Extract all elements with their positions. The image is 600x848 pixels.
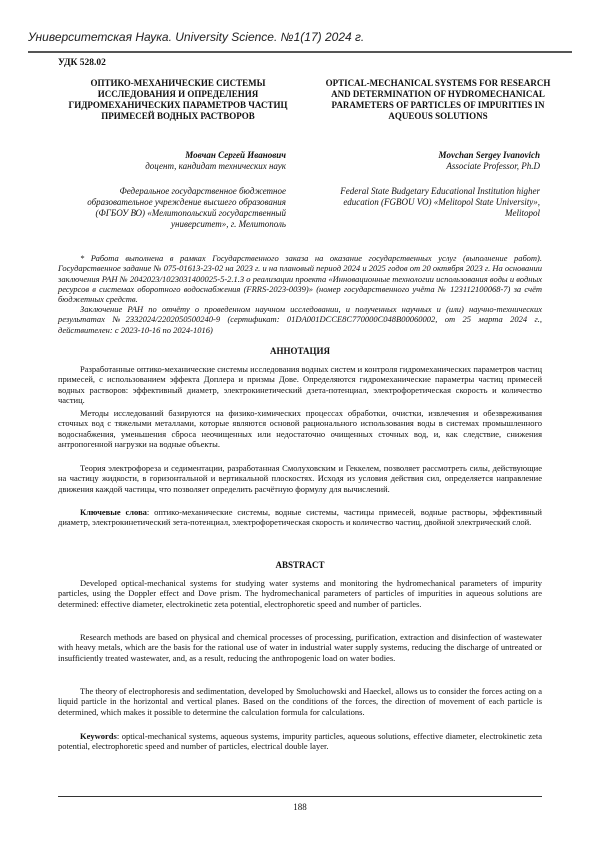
footer-divider [58,796,542,797]
annotation-paragraph: Теория электрофореза и седиментации, разработанная Смолуховским и Геккелем, позволяет рассмотреть силы, действующие на частицу жидкости, в горизонтальной и вертикальной плоскостях. Исходя из условия действия сил, определяется направление движения каждой частицы, что позволяет определить расчётную формулу для вычислений. [58,463,542,494]
annotation-paragraph: Разработанные оптико-механические системы исследования водных систем и контроля гидромеханических параметров частиц примесей, с использованием эффекта Доплера и призмы Дове. Определяются гидромеханические параметры частиц примесей водных растворов: эффективный диаметр, электрокинетический дзета-потенциал, электрофоретическая скорость и количество частиц. [58,364,542,405]
ras-conclusion-note: Заключение РАН по отчёту о проведенном научном исследовании, и полученных научных и (или) научно-технических результатах №2332024/2202050500240-9 (сертификат: 01DA001DCCE8C770000C048B00060002, от 25 марта 2024 г., действителен: с 2023-10-16 по 2024-1016) [58,304,542,335]
keywords-label: Keywords [80,731,117,741]
author-name-english: Movchan Sergey Ivanovich [438,150,540,160]
annotation-paragraph: Методы исследований базируются на физико-химических процессах обработки, очистки, извлечения и обезвреживания сточных вод с тяжелыми металлами, которые являются основой рационального использования воды в системах промышленного водоснабжения, уменьшения сброса неочищенных или недостаточно очищенных сточных вод, и, как следствие, снижения антропогенной нагрузки на водные объекты. [58,408,542,449]
keywords-text: : оптико-механические системы, водные системы, частицы примесей, водные растворы, эффективный диаметр, электрокинетический зета-потенциал, электрофоретическая скорость и количество частиц, двойной электрический слой. [58,507,542,528]
keywords-text: : optical-mechanical systems, aqueous systems, impurity particles, aqueous solutions, effective diameter, electrokinetic zeta potential, electrophoretic speed and number of particles, electrical double layer. [58,731,542,752]
abstract-paragraph: Developed optical-mechanical systems for studying water systems and monitoring the hydromechanical parameters of impurity particles, using the Doppler effect and Dove prism. The hydromechanical parameters of particles of impurities in aqueous solutions are determined: effective diameter, electrokinetic zeta potential, electrophoretic speed and number of particles. [58,578,542,609]
abstract-heading: ABSTRACT [275,560,325,570]
abstract-paragraph: Research methods are based on physical and chemical processes of processing, purification, extraction and disinfection of wastewater with heavy metals, which are the basis for the rational use of water in industrial water supply systems, reducing the discharge of untreated or insufficiently treated wastewater, and, as a result, reducing the anthropogenic load on water bodies. [58,632,542,663]
page-number: 188 [293,802,307,812]
abstract-paragraph: The theory of electrophoresis and sedimentation, developed by Smoluchowski and Haeckel, allows us to consider the forces acting on a liquid particle in the horizontal and vertical planes. Based on the conditions of the forces, the direction of movement of each particle is determined, which makes it possible to determine the calculation formula for calculations. [58,686,542,717]
author-position-russian: доцент, кандидат технических наук [145,161,286,171]
annotation-keywords [58,507,542,528]
affiliation-russian: Федеральное государственное бюджетное образовательное учреждение высшего образования (ФГБОУ ВО) «Мелитопольский государственный университет», г. Мелитополь [87,186,286,229]
udk-code: УДК 528.02 [58,58,106,68]
header-divider [28,51,572,53]
title-english: OPTICAL-MECHANICAL SYSTEMS FOR RESEARCH AND DETERMINATION OF HYDROMECHANICAL PARAMETERS OF PARTICLES OF IMPURITIES IN AQUEOUS SOLUTIONS [325,78,551,121]
title-russian: ОПТИКО-МЕХАНИЧЕСКИЕ СИСТЕМЫ ИССЛЕДОВАНИЯ И ОПРЕДЕЛЕНИЯ ГИДРОМЕХАНИЧЕСКИХ ПАРАМЕТРОВ ЧАСТИЦ ПРИМЕСЕЙ ВОДНЫХ РАСТВОРОВ [68,78,288,121]
funding-note: * Работа выполнена в рамках Государственного заказа на оказание государственных услуг (выполнение работ). Государственное задание № 075-01613-23-02 на 2023 г. и на плановый период 2024 и 2025 годов от 20 октября 2023 г. На основании заключения РАН № 2042023/1023031400025-5-2.1.3 о реализации проекта «Инновационные технологии использования воды и водных ресурсов в системах оборотного водоснабжения (FRRS-2023-0039)» (номер государственного учёта № 123112100068-7) за счёт бюджетных средств. [58,253,542,305]
journal-header: Университетская Наука. University Science. №1(17) 2024 г. [28,30,365,44]
annotation-heading: АННОТАЦИЯ [269,346,331,356]
affiliation-english: Federal State Budgetary Educational Institution higher education (FGBOU VO) «Melitopol State University», Melitopol [340,186,540,218]
abstract-keywords [58,731,542,752]
author-position-english: Associate Professor, Ph.D [446,161,540,171]
author-name-russian: Мовчан Сергей Иванович [185,150,286,160]
keywords-label: Ключевые слова [80,507,147,517]
